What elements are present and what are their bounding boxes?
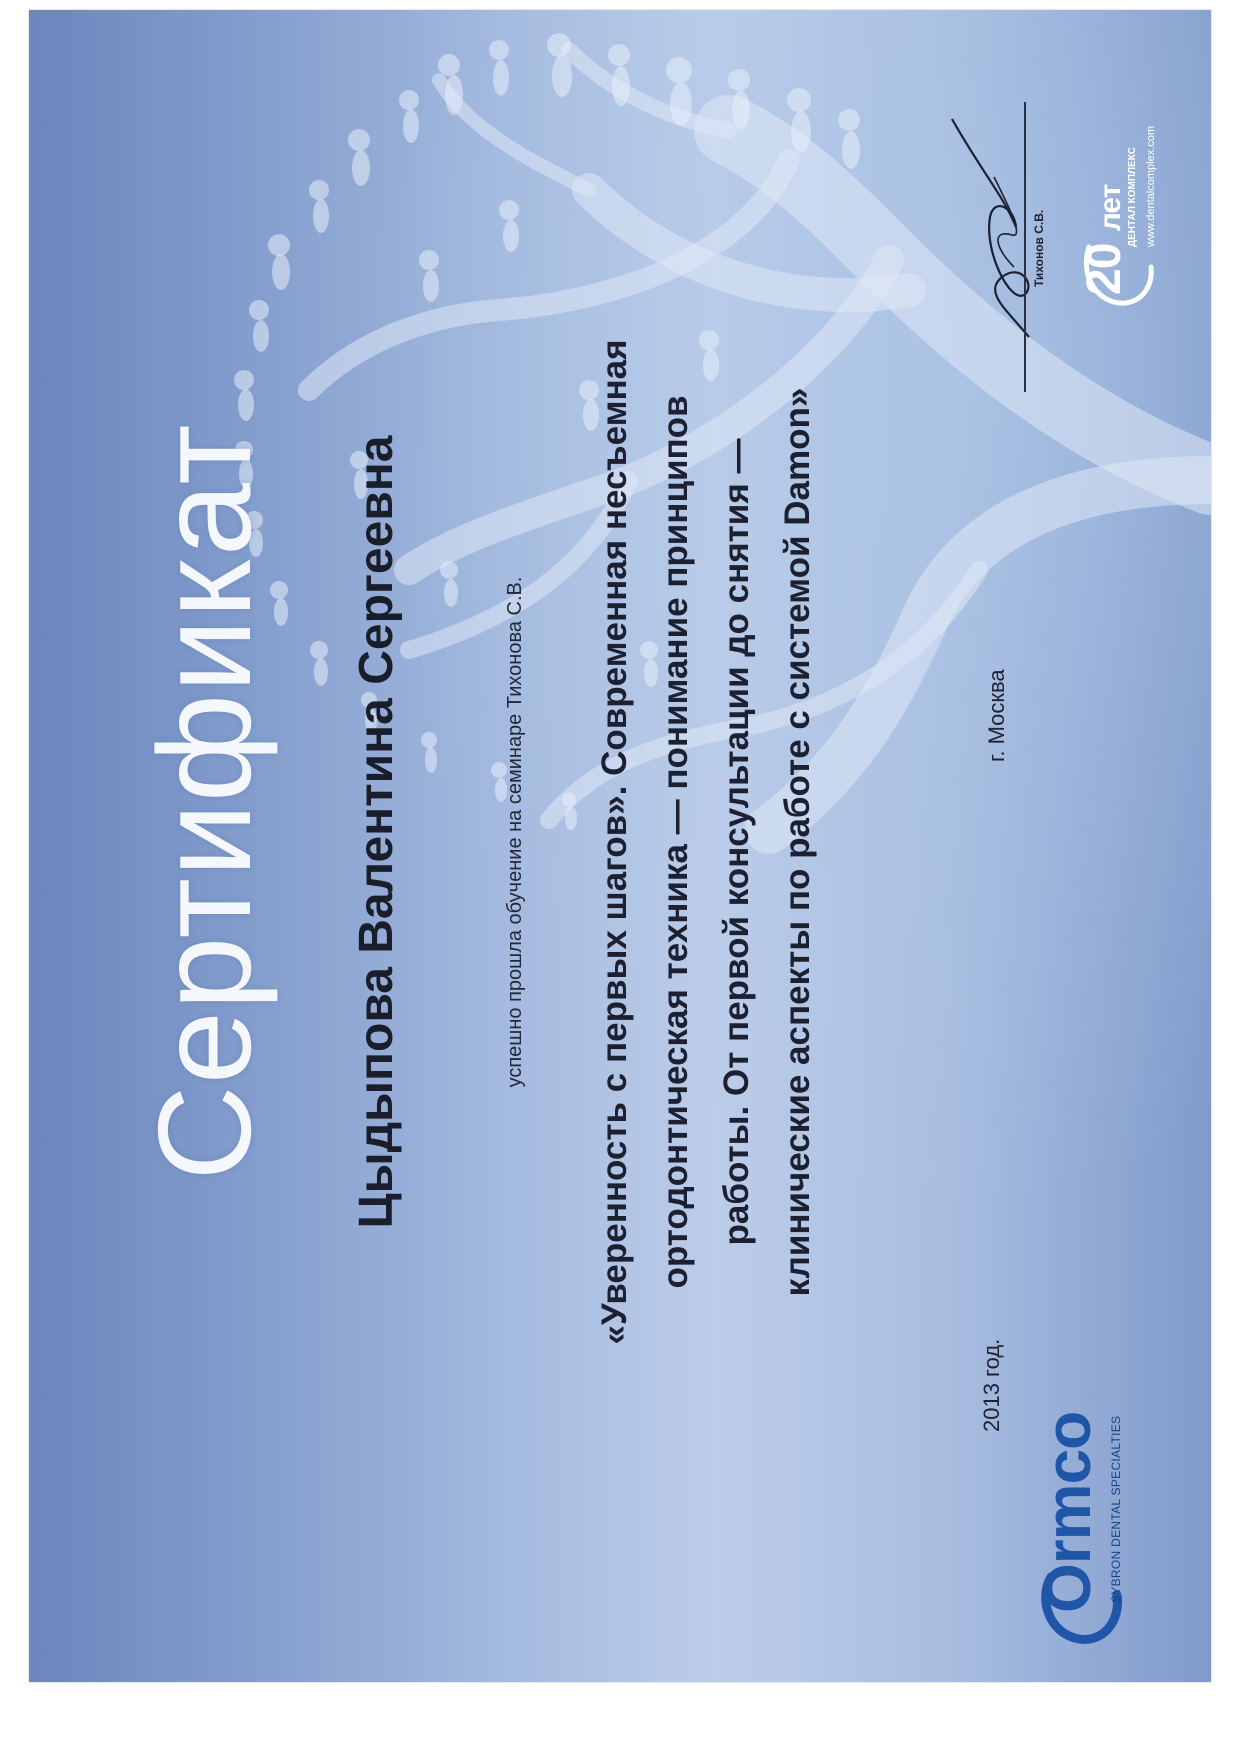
course-title-line: «Уверенность с первых шагов». Современная несъемная bbox=[595, 339, 634, 1345]
ormco-wordmark: Ormco bbox=[1032, 1411, 1104, 1613]
dental-complex-url: www.dentalcomplex.com bbox=[1145, 125, 1157, 247]
anniversary-years: 20 bbox=[1078, 243, 1131, 295]
ormco-tagline: SYBRON DENTAL SPECIALTIES bbox=[1109, 1415, 1123, 1603]
anniversary-number bbox=[1077, 185, 1132, 295]
certificate-year: 2013 год. bbox=[979, 1338, 1004, 1432]
certificate-sheet bbox=[29, 10, 1211, 1682]
anniversary-unit: лет bbox=[1094, 184, 1127, 232]
certificate-title: Сертификат bbox=[131, 423, 278, 1181]
certificate-content bbox=[29, 10, 1211, 1682]
course-title-line: ортодонтическая техника — понимание принципов bbox=[656, 395, 695, 1289]
signature-line bbox=[1024, 102, 1026, 392]
recipient-name: Цыдыпова Валентина Сергеевна bbox=[350, 435, 403, 1229]
course-title-line: работы. От первой консультации до снятия — bbox=[717, 438, 756, 1246]
dental-complex-logo bbox=[1078, 47, 1181, 307]
certificate-city: г. Москва bbox=[984, 669, 1009, 762]
ormco-logo bbox=[1029, 1317, 1139, 1647]
dental-complex-name: ДЕНТАЛ КОМПЛЕКС bbox=[1127, 147, 1138, 247]
course-title-line: клинические аспекты по работе с системой Damon» bbox=[778, 387, 817, 1297]
course-title bbox=[584, 182, 828, 1502]
signer-name: Тихонов С.В. bbox=[1032, 209, 1046, 287]
seminar-subtitle: успешно прошла обучение на семинаре Тихонова С.В. bbox=[504, 576, 526, 1088]
